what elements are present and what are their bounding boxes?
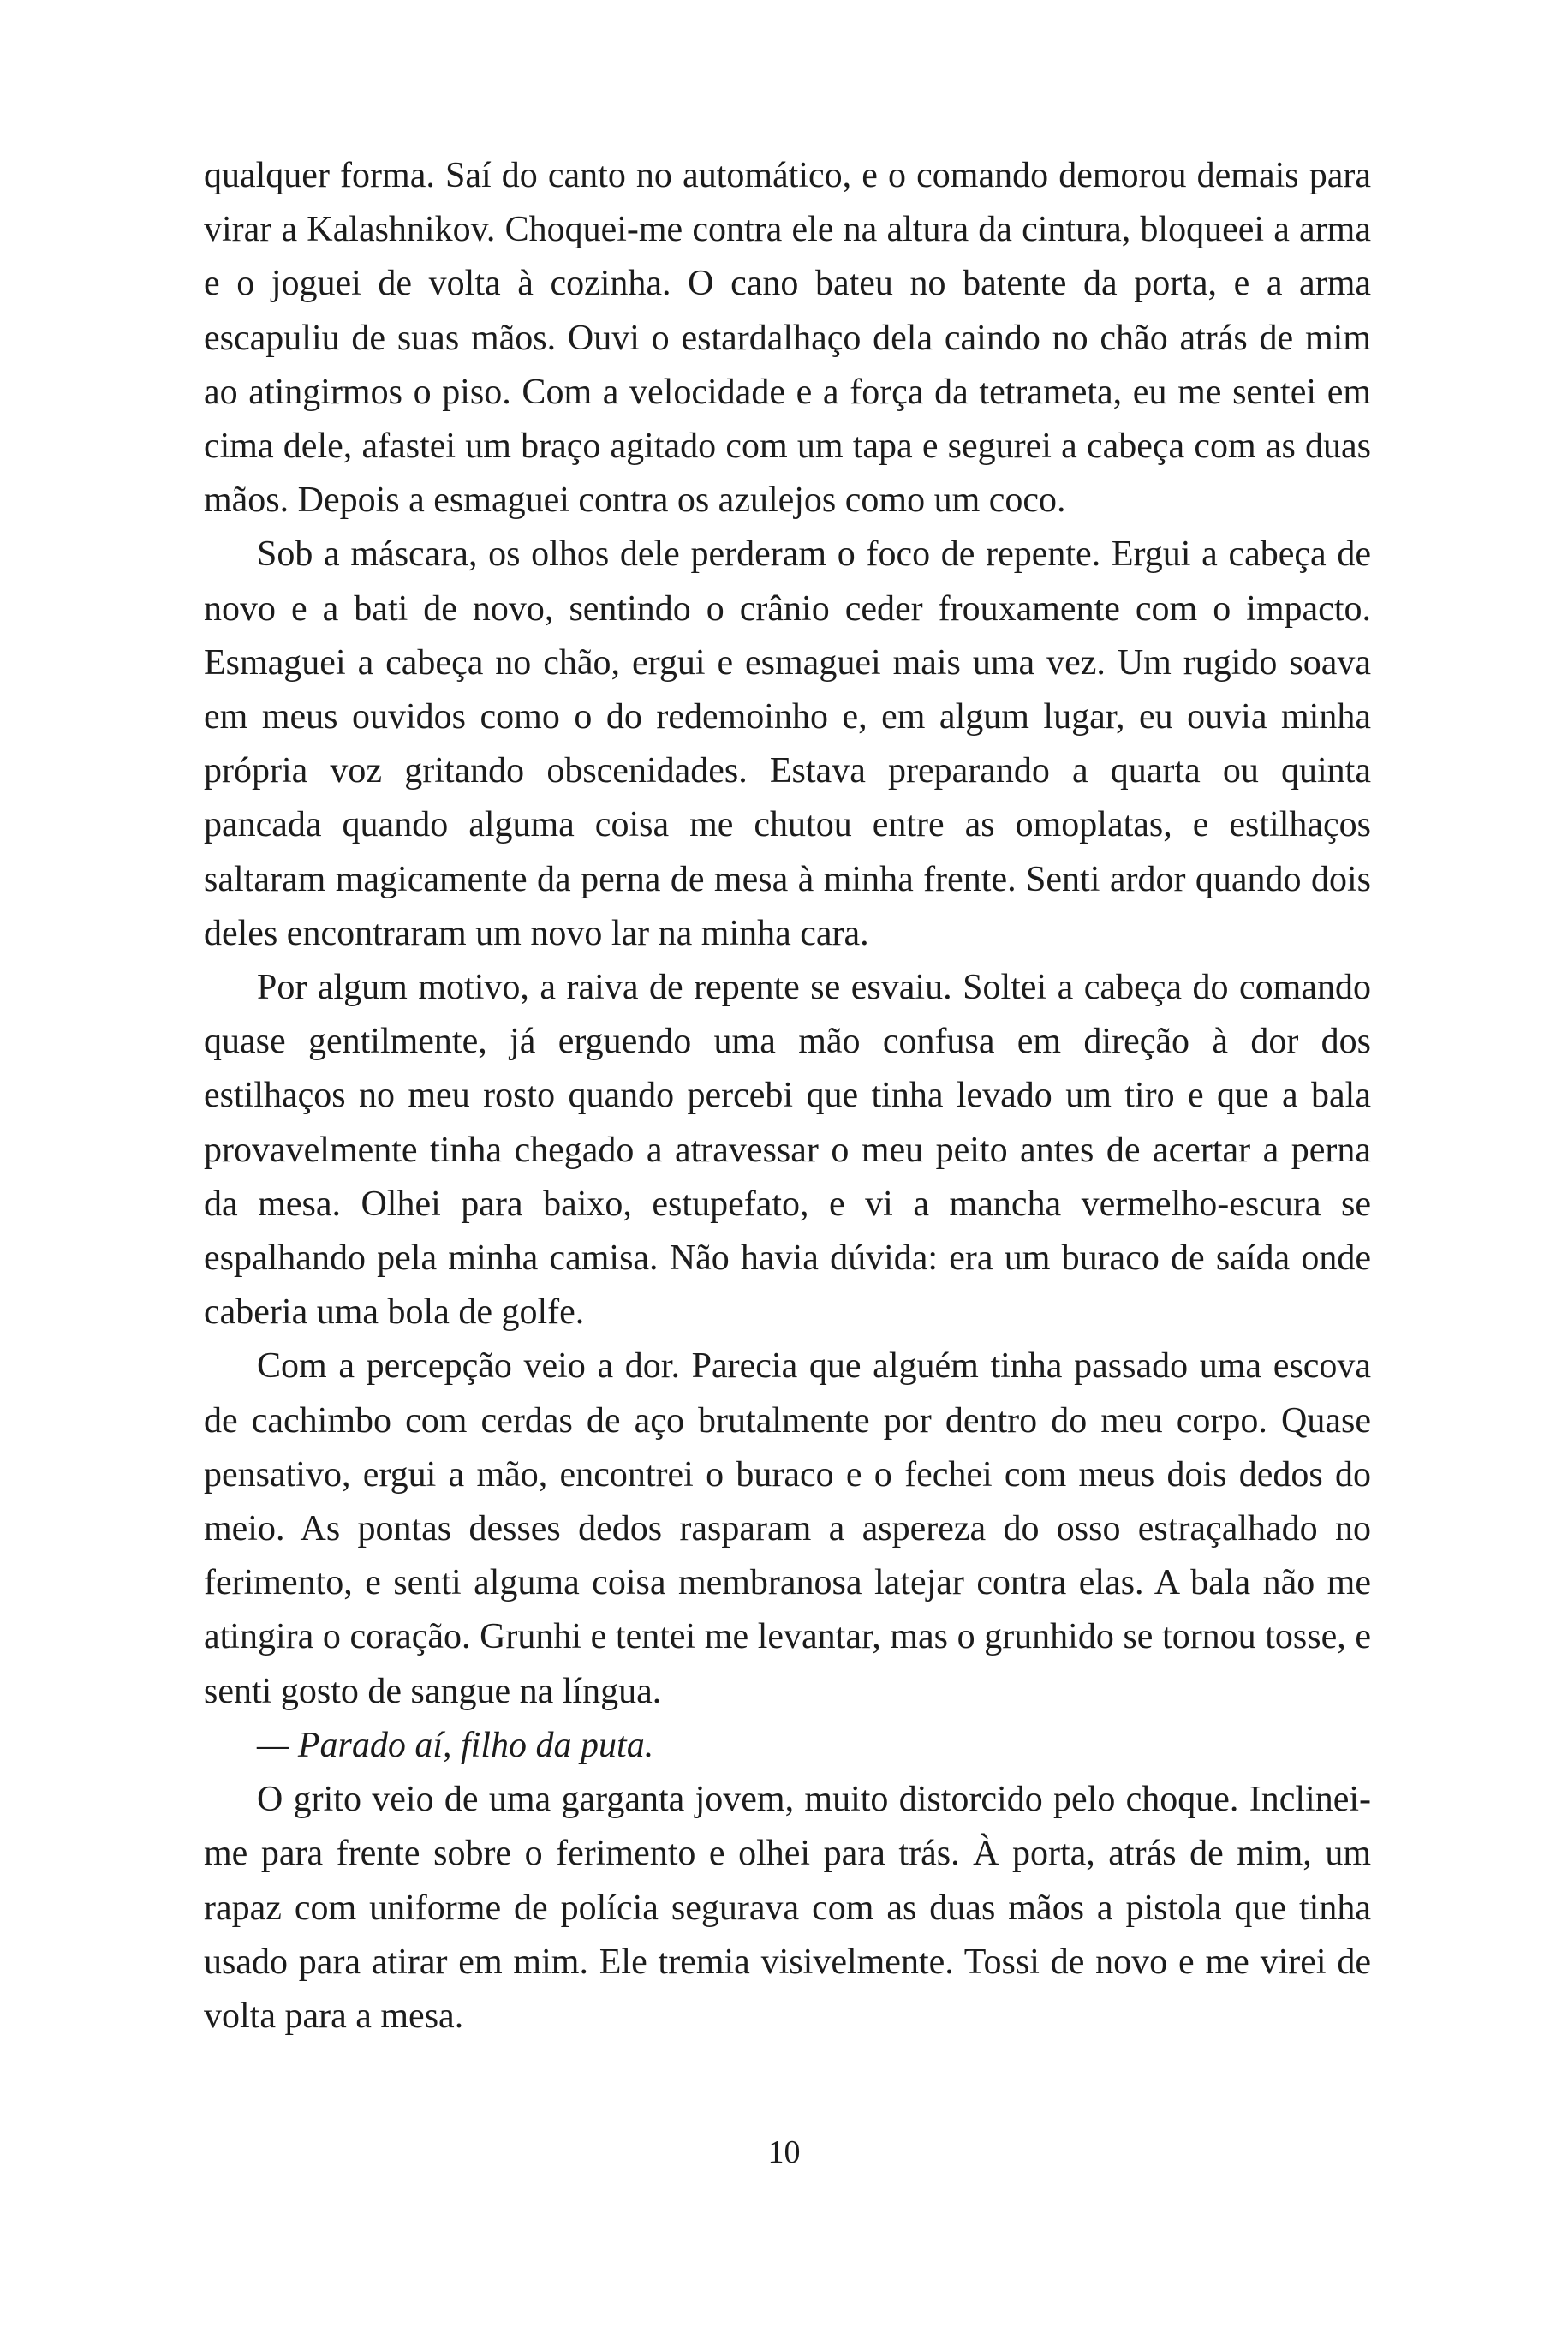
page-number: 10: [767, 2134, 801, 2170]
paragraph-2: Sob a máscara, os olhos dele perderam o foco de repente. Ergui a cabeça de novo e a bati de novo, sentindo o crânio ceder frouxamente com o impacto. Esmaguei a cabeça no chão, ergui e esmaguei mais uma vez. Um rugido soava em meus ouvidos como o do redemoinho e, em algum lugar, eu ouvia minha própria voz gritando obscenidades. Estava preparando a quarta ou quinta pancada quando alguma coisa me chutou entre as omoplatas, e estilhaços saltaram magicamente da perna de mesa à minha frente. Senti ardor quando dois deles encontraram um novo lar na minha cara.: [204, 534, 1371, 953]
body-text: [204, 149, 1371, 2044]
dialogue-line: — Parado aí, filho da puta.: [257, 1725, 654, 1765]
paragraph-6: O grito veio de uma garganta jovem, muito distorcido pelo choque. Inclinei-me para frente sobre o ferimento e olhei para trás. À porta, atrás de mim, um rapaz com uniforme de polícia segurava com as duas mãos a pistola que tinha usado para atirar em mim. Ele tremia visivelmente. Tossi de novo e me virei de volta para a mesa.: [204, 1780, 1371, 2036]
paragraph-1: qualquer forma. Saí do canto no automático, e o comando demorou demais para virar a Kalashnikov. Choquei-me contra ele na altura da cintura, bloqueei a arma e o joguei de volta à cozinha. O cano bateu no batente da porta, e a arma escapuliu de suas mãos. Ouvi o estardalhaço dela caindo no chão atrás de mim ao atingirmos o piso. Com a velocidade e a força da tetrameta, eu me sentei em cima dele, afastei um braço agitado com um tapa e segurei a cabeça com as duas mãos. Depois a esmaguei contra os azulejos como um coco.: [204, 156, 1371, 521]
paragraph-3: Por algum motivo, a raiva de repente se esvaiu. Soltei a cabeça do comando quase gentilmente, já erguendo uma mão confusa em direção à dor dos estilhaços no meu rosto quando percebi que tinha levado um tiro e que a bala provavelmente tinha chegado a atravessar o meu peito antes de acertar a perna da mesa. Olhei para baixo, estupefato, e vi a mancha vermelho-escura se espalhando pela minha camisa. Não havia dúvida: era um buraco de saída onde caberia uma bola de golfe.: [204, 968, 1371, 1333]
paragraph-4: Com a percepção veio a dor. Parecia que alguém tinha passado uma escova de cachimbo com cerdas de aço brutalmente por dentro do meu corpo. Quase pensativo, ergui a mão, encontrei o buraco e o fechei com meus dois dedos do meio. As pontas desses dedos rasparam a aspereza do osso estraçalhado no ferimento, e senti alguma coisa membranosa latejar contra elas. A bala não me atingira o coração. Grunhi e tentei me levantar, mas o grunhido se tornou tosse, e senti gosto de sangue na língua.: [204, 1346, 1371, 1711]
